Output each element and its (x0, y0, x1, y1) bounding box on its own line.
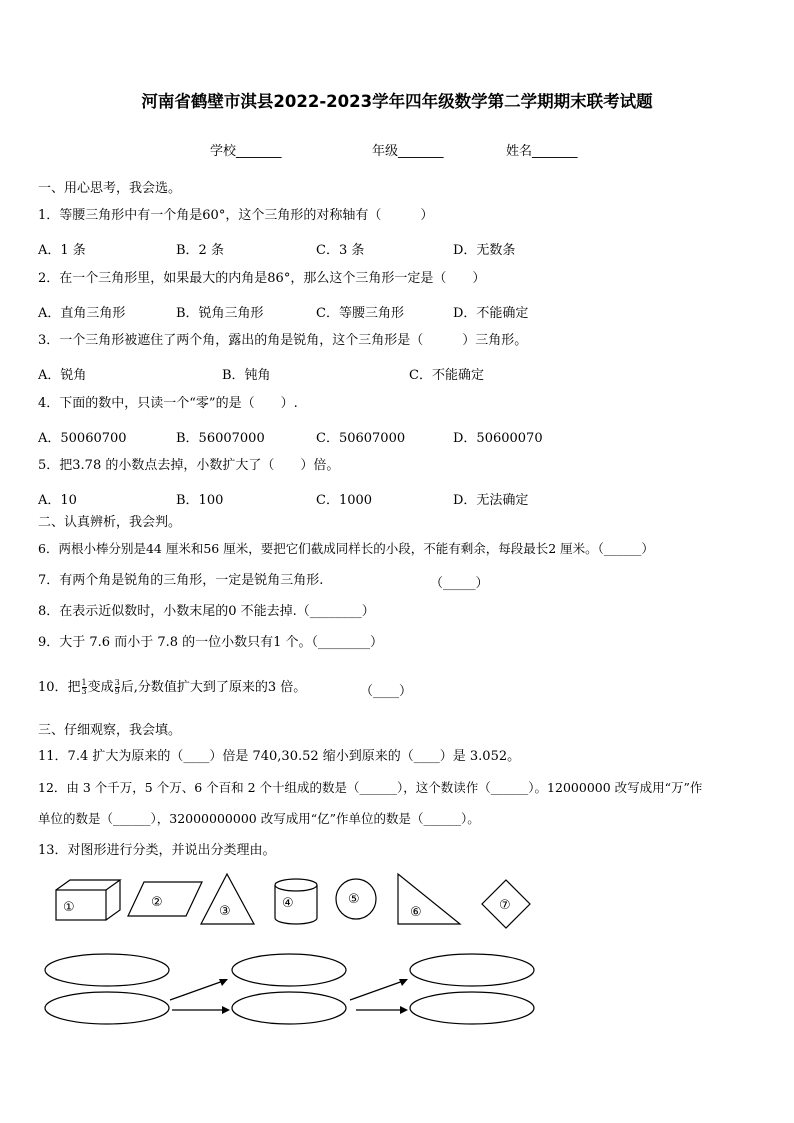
q1-option-d: D．无数条 (453, 243, 516, 258)
answer-oval-4 (232, 992, 346, 1024)
section-heading-2: 二、认真辨析，我会判。 (38, 515, 182, 530)
q1-option-c: C．3 条 (316, 243, 365, 258)
question-1: 1．等腰三角形中有一个角是60°，这个三角形的对称轴有（ ） (38, 208, 434, 223)
q3-option-c: C．不能确定 (409, 368, 484, 383)
q5-option-b: B．100 (176, 493, 224, 508)
answer-oval-6 (410, 992, 534, 1024)
question-10 (38, 676, 306, 700)
q5-option-c: C．1000 (316, 493, 373, 508)
q2-option-a: A．直角三角形 (38, 306, 126, 321)
q4-option-a: A．50060700 (38, 431, 127, 446)
section-heading-1: 一、用心思考，我会选。 (38, 181, 182, 196)
q10-mid: 变成 (87, 680, 114, 695)
q2-option-d: D．不能确定 (453, 306, 529, 321)
answer-oval-3 (232, 954, 346, 986)
q4-option-b: B．56007000 (176, 431, 265, 446)
q5-option-d: D．无法确定 (453, 493, 529, 508)
q4-option-d: D．50600070 (453, 431, 543, 446)
page-title: 河南省鹤壁市淇县2022-2023学年四年级数学第二学期期末联考试题 (141, 92, 653, 111)
arrow-1 (170, 980, 226, 1000)
answer-oval-1 (45, 954, 169, 986)
shape-label-1: ① (63, 900, 75, 915)
question-9: 9．大于 7.6 而小于 7.8 的一位小数只有1 个。（________） (38, 635, 384, 650)
question-4: 4．下面的数中，只读一个“零”的是（ ）. (38, 396, 298, 411)
question-8: 8．在表示近似数时，小数末尾的0 不能去掉.（________） (38, 604, 375, 619)
shape-label-2: ② (151, 895, 163, 910)
q1-option-a: A．1 条 (38, 243, 86, 258)
fraction-1-3: $\frac{1}{3}$ (81, 678, 87, 696)
answer-oval-2 (45, 992, 169, 1024)
q3-option-a: A．锐角 (38, 368, 87, 383)
q3-option-b: B．钝角 (222, 368, 271, 383)
question-3: 3．一个三角形被遮住了两个角，露出的角是锐角，这个三角形是（ ）三角形。 (38, 333, 528, 348)
right-triangle-shape (398, 874, 460, 924)
question-12-line-2: 单位的数是（______），32000000000 改写成用“亿”作单位的数是（______）。 (38, 811, 480, 826)
answer-oval-5 (410, 954, 534, 986)
shape-label-5: ⑤ (348, 892, 360, 907)
q1-option-b: B．2 条 (176, 243, 224, 258)
q10-suffix: 后,分数值扩大到了原来的3 倍。 (120, 680, 307, 695)
shapes-diagram (0, 860, 794, 1040)
parallelogram-shape (128, 882, 202, 916)
question-12-line-1: 12．由 3 个千万，5 个万、6 个百和 2 个十组成的数是（______），这个数读作（______）。12000000 改写成用“万”作 (38, 780, 703, 795)
q10-prefix: 10．把 (38, 680, 81, 695)
q4-option-c: C．50607000 (316, 431, 406, 446)
question-6: 6．两根小棒分别是44 厘米和56 厘米，要把它们截成同样长的小段，不能有剩余，每段最长2 厘米。（______） (38, 541, 654, 556)
section-heading-3: 三、仔细观察，我会填。 (38, 723, 182, 738)
question-11: 11．7.4 扩大为原来的（____）倍是 740,30.52 缩小到原来的（____）是 3.052。 (38, 749, 521, 764)
fraction-3-9: $\frac{3}{9}$ (114, 678, 120, 696)
shape-label-3: ③ (219, 904, 231, 919)
q2-option-b: B．锐角三角形 (176, 306, 264, 321)
shape-label-4: ④ (282, 896, 294, 911)
question-2: 2．在一个三角形里，如果最大的内角是86°，那么这个三角形一定是（ ） (38, 271, 486, 286)
shape-label-6: ⑥ (410, 905, 422, 920)
grade-field: 年级_______ (372, 144, 444, 159)
question-13: 13．对图形进行分类，并说出分类理由。 (38, 843, 276, 858)
q2-option-c: C．等腰三角形 (316, 306, 404, 321)
school-field: 学校_______ (210, 144, 282, 159)
name-field: 姓名_______ (506, 144, 578, 159)
q5-option-a: A．10 (38, 493, 77, 508)
question-10-blank: （____） (360, 684, 413, 699)
question-5: 5．把3.78 的小数点去掉，小数扩大了（ ）倍。 (38, 458, 340, 473)
question-7-blank: （_____） (430, 576, 489, 591)
shape-label-7: ⑦ (499, 898, 511, 913)
question-7: 7．有两个角是锐角的三角形，一定是锐角三角形. (38, 573, 324, 588)
arrow-3 (350, 980, 406, 1000)
